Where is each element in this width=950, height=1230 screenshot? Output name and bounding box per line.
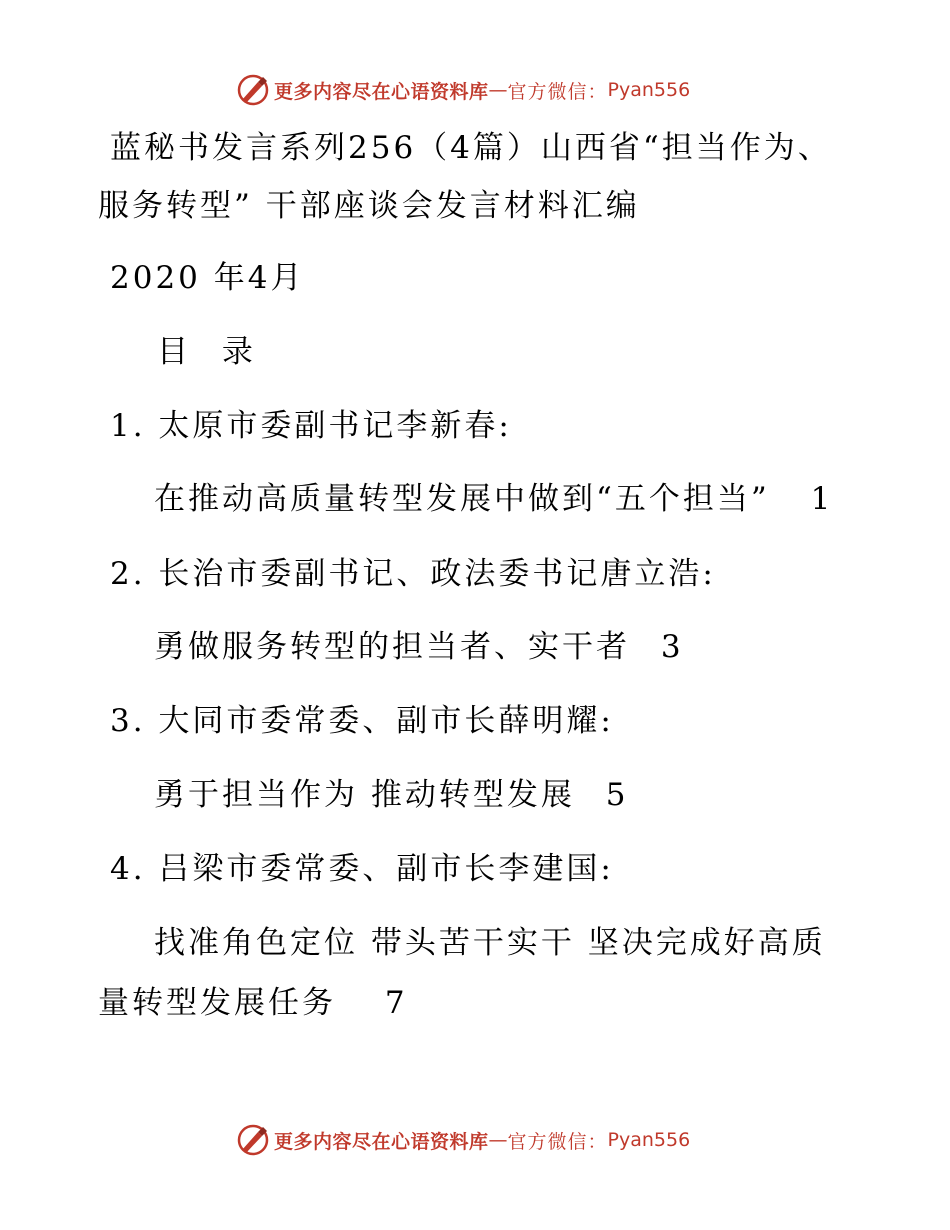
toc-item-2-title: 勇做服务转型的担当者、实干者 (154, 629, 630, 665)
toc-item-3-speaker: 3. 大同市委常委、副市长薛明耀: (110, 703, 614, 739)
document-title-line-2: 服务转型” 干部座谈会发言材料汇编 (98, 188, 640, 224)
toc-item-2-page: 3 (660, 629, 684, 665)
toc-item-1-page: 1 (810, 481, 834, 517)
toc-item-1-speaker: 1. 太原市委副书记李新春: (110, 408, 512, 444)
toc-item-3-page: 5 (605, 777, 629, 813)
toc-item-1-entry (154, 479, 833, 519)
watermark-main-text: 更多内容尽在心语资料库 (274, 1130, 489, 1153)
toc-item-4-page: 7 (384, 985, 408, 1021)
watermark-sub-text: 官方微信： (507, 80, 608, 103)
toc-item-1-title: 在推动高质量转型发展中做到“五个担当” (154, 481, 770, 517)
toc-item-4-speaker: 4. 吕梁市委常委、副市长李建国: (110, 851, 614, 887)
document-date: 2020 年4月 (110, 260, 305, 296)
watermark-wechat-id: Pyan556 (607, 79, 691, 101)
watermark-separator: — (488, 1129, 508, 1151)
watermark-main-text: 更多内容尽在心语资料库 (274, 80, 489, 103)
pen-logo-icon (236, 1123, 270, 1157)
watermark-sub-text: 官方微信： (507, 1130, 608, 1153)
footer-watermark (236, 1122, 690, 1158)
document-title-line-1: 蓝秘书发言系列256（4篇）山西省“担当作为、 (110, 130, 832, 166)
header-watermark (236, 72, 690, 108)
toc-item-4-entry (98, 983, 408, 1023)
toc-item-4-title-line-2: 量转型发展任务 (98, 985, 336, 1021)
watermark-wechat-id: Pyan556 (607, 1129, 691, 1151)
toc-heading: 目 录 (157, 334, 265, 370)
toc-item-3-entry (154, 775, 628, 815)
toc-item-4-title-line-1: 找准角色定位 带头苦干实干 坚决完成好高质 (154, 925, 826, 961)
watermark-separator: — (488, 79, 508, 101)
pen-logo-icon (236, 73, 270, 107)
toc-item-2-speaker: 2. 长治市委副书记、政法委书记唐立浩: (110, 556, 716, 592)
toc-item-2-entry (154, 627, 684, 667)
toc-item-3-title: 勇于担当作为 推动转型发展 (154, 777, 575, 813)
